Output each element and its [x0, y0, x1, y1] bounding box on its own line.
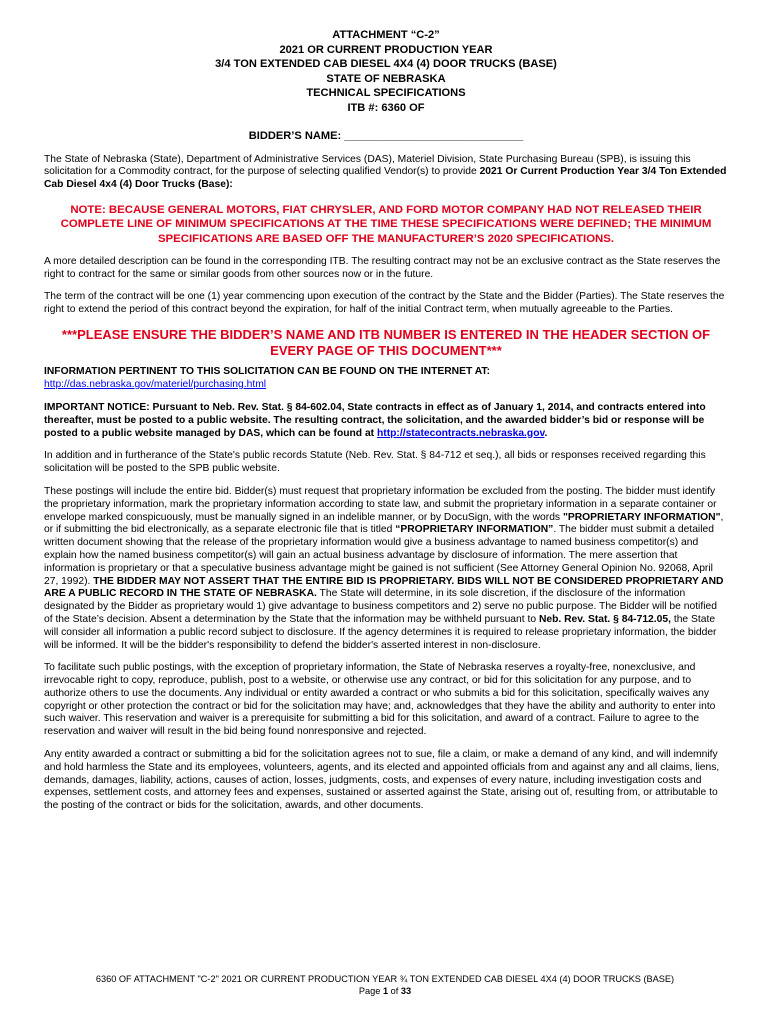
proprietary-paragraph [44, 486, 728, 652]
proprietary-bold-3: THE BIDDER MAY NOT ASSERT THAT THE ENTIRE BID IS PROPRIETARY. BIDS WILL NOT BE CONSIDERED PROPRIETARY AND ARE A PUBLIC RECORD IN THE STATE OF NEBRASKA. [44, 575, 724, 600]
footer-title: 6360 OF ATTACHMENT "C-2" 2021 OR CURRENT PRODUCTION YEAR ¾ TON EXTENDED CAB DIESEL 4X4 (4) DOOR TRUCKS (BASE) [95, 974, 675, 984]
proprietary-bold-4: Neb. Rev. Stat. § 84-712.05, [538, 613, 671, 625]
manufacturer-note: NOTE: BECAUSE GENERAL MOTORS, FIAT CHRYSLER, AND FORD MOTOR COMPANY HAD NOT RELEASED THEIR COMPLETE LINE OF MINIMUM SPECIFICATIONS AT THE TIME THESE SPECIFICATIONS WERE DEFINED; THE MINIMUM SPECIFICATIONS ARE BASED OFF THE MANUFACTURER’S 2020 SPECIFICATIONS. [60, 203, 712, 245]
statute-paragraph: In addition and in furtherance of the State's public records Statute (Neb. Rev. Stat. § 84-712 et seq.), all bids or responses received regarding this solicitation will be posted to the SPB public website. [44, 450, 706, 475]
truck-type-title: 3/4 TON EXTENDED CAB DIESEL 4X4 (4) DOOR TRUCKS (BASE) [215, 58, 557, 71]
attachment-title: ATTACHMENT “C-2” [332, 29, 440, 41]
itb-number: ITB #: 6360 OF [347, 101, 425, 114]
page-current: 1 [382, 986, 389, 996]
bidder-name-label: BIDDER’S NAME: [248, 129, 342, 142]
info-paragraph [44, 366, 728, 392]
please-ensure-notice: ***PLEASE ENSURE THE BIDDER’S NAME AND ITB NUMBER IS ENTERED IN THE HEADER SECTION OF EVERY PAGE OF THIS DOCUMENT*** [61, 327, 711, 358]
proprietary-text-4: The State will determine, in its sole discretion, if the disclosure of the information designated by the Bidder as proprietary would 1) give advantage to business competitors and 2) serve no public purpose. The Bidder will be notified of the State’s decision. Absent a determination by the State that the information may be withheld pursuant to [44, 588, 717, 625]
intro-bold: 2021 Or Current Production Year 3/4 Ton Extended Cab Diesel 4x4 (4) Door Trucks (Base): [44, 166, 727, 191]
spec-title: TECHNICAL SPECIFICATIONS [306, 87, 466, 100]
important-text: IMPORTANT NOTICE: Pursuant to Neb. Rev. Stat. § 84-602.04, State contracts in effect as of January 1, 2014, and contracts entered into thereafter, must be posted to a public website. The resulting contract, the solicitation, and the awarded bidder’s bid or response will be posted to a public website managed by DAS, which can be found at [44, 401, 706, 439]
proprietary-text-3: . The bidder must submit a detailed written document showing that the release of the proprietary information would give a business advantage to named business competitor(s) and explain how the named business competitor(s) will gain an actual business advantage by disclosure of information. The mere assertion that information is proprietary or that a speculative business advantage might be gained is not sufficient (See Attorney General Opinion No. 92068, April 27, 1992). [44, 524, 714, 587]
bidder-name-blank[interactable]: _____________________________ [344, 129, 524, 142]
document-page [44, 28, 728, 813]
purchasing-link[interactable]: http://das.nebraska.gov/materiel/purchasing.html [44, 379, 267, 391]
proprietary-bold-1: "PROPRIETARY INFORMATION" [562, 511, 721, 523]
term-paragraph: The term of the contract will be one (1) year commencing upon execution of the contract by the State and the Bidder (Parties). The State reserves the right to extend the period of this contract beyond the expiration, for half of the initial Contract term, when mutually agreeable to the Parties. [44, 290, 725, 315]
intro-paragraph [44, 154, 728, 192]
page-total: 33 [400, 986, 412, 996]
page-prefix: Page [358, 986, 383, 996]
page-number [0, 985, 770, 997]
proprietary-bold-2: “PROPRIETARY INFORMATION” [395, 524, 554, 536]
proprietary-text-5: the State will consider all information a public record subject to disclosure. If the agency determines it is required to release proprietary information, the bidder will be informed. It will be the bidder's responsibility to defend the bidder's asserted interest in non-disclosure. [44, 613, 717, 651]
indemnify-paragraph: Any entity awarded a contract or submitting a bid for the solicitation agrees not to sue, file a claim, or make a demand of any kind, and will indemnify and hold harmless the State and its employees, volunteers, agents, and its elected and appointed officials from and against any and all claims, liens, demands, damages, liability, actions, causes of action, losses, judgments, costs, and expenses of every nature, including investigation costs and expenses, settlement costs, and attorney fees and expenses, sustained or asserted against the State, arising out of, resulting from, or attributable to the posting of the contract or bids for the solicitation, awards, and other documents. [44, 749, 720, 812]
production-year-title: 2021 OR CURRENT PRODUCTION YEAR [279, 43, 493, 56]
statecontracts-link[interactable]: http://statecontracts.nebraska.gov [376, 427, 545, 439]
important-end: . [544, 427, 548, 439]
detail-paragraph: A more detailed description can be found in the corresponding ITB. The resulting contract may not be an exclusive contract as the State reserves the right to contract for the same or similar goods from other sources now or in the future. [44, 256, 721, 280]
important-notice-paragraph [44, 402, 728, 440]
proprietary-text-2: , or if submitting the bid electronically, as a separate electronic file that is titled [44, 511, 724, 536]
state-title: STATE OF NEBRASKA [326, 72, 446, 85]
royalty-paragraph: To facilitate such public postings, with the exception of proprietary information, the State of Nebraska reserves a royalty-free, nonexclusive, and irrevocable right to copy, reproduce, publish, post to a website, or otherwise use any contract, or bid for this solicitation for any purpose, and to authorize others to use the documents. Any individual or entity awarded a contract or who submits a bid for this solicitation, specifically waives any copyright or other protection the contract or bid for the solicitation may have; and, acknowledges that they have the ability and authority to enter into such waiver. This reservation and waiver is a prerequisite for submitting a bid for this solicitation, and award of a contract. Failure to agree to the reservation and waiver will result in the bid being found nonresponsive and rejected. [44, 662, 716, 738]
bidder-name-line [44, 130, 728, 142]
document-header [44, 28, 728, 116]
info-label: INFORMATION PERTINENT TO THIS SOLICITATION CAN BE FOUND ON THE INTERNET AT: [44, 366, 490, 378]
page-footer [0, 973, 770, 997]
proprietary-text-1: These postings will include the entire bid. Bidder(s) must request that proprietary information be excluded from the posting. The bidder must identify the proprietary information, mark the proprietary information according to state law, and submit the proprietary information in a separate container or envelope marked conspicuously, must be manually signed in an indelible manner, or by DocuSign, with the words [44, 485, 717, 523]
intro-text: The State of Nebraska (State), Department of Administrative Services (DAS), Materiel Division, State Purchasing Bureau (SPB), is issuing this solicitation for a Commodity contract, for the purpose of selecting qualified Vendor(s) to provide [44, 153, 691, 178]
page-of: of [388, 986, 401, 996]
